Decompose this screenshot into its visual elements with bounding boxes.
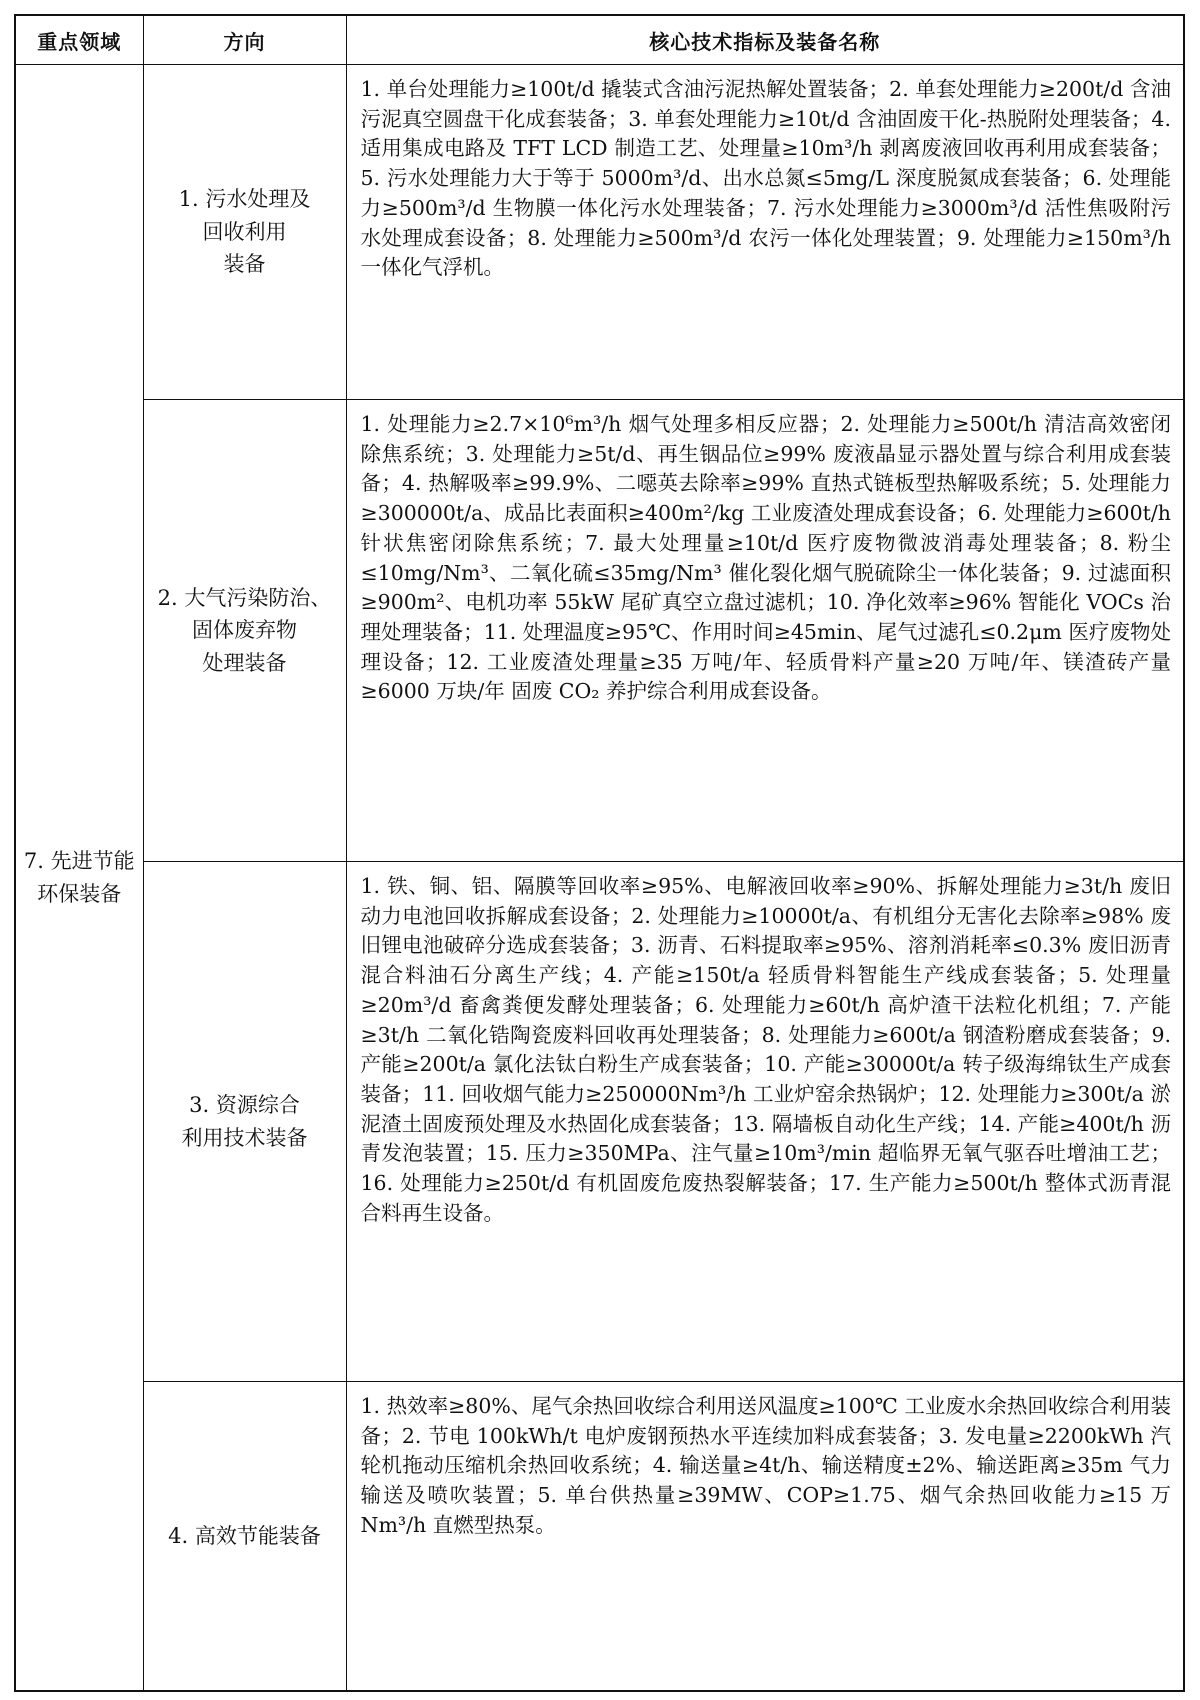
equipment-spec-table bbox=[14, 14, 1185, 1692]
table-row bbox=[15, 862, 1184, 1382]
direction-cell: 1. 污水处理及 回收利用 装备 bbox=[143, 65, 346, 400]
domain-label: 7. 先进节能环保装备 bbox=[23, 848, 135, 906]
header-core-indicators: 核心技术指标及装备名称 bbox=[346, 15, 1184, 65]
content-text: 1. 单台处理能力≥100t/d 撬装式含油污泥热解处置装备；2. 单套处理能力≥200t/d 含油污泥真空圆盘干化成套装备；3. 单套处理能力≥10t/d 含油固废干化-热脱附处理装备；4. 适用集成电路及 TFT LCD 制造工艺、处理量≥10m³/h 剥离废液回收再利用成套装备；5. 污水处理能力大于等于 5000m³/d、出水总氮≤5mg/L 深度脱氮成套装备；6. 处理能力≥500m³/d 生物膜一体化污水处理装备；7. 污水处理能力≥3000m³/d 活性焦吸附污水处理成套设备；8. 处理能力≥500m³/d 农污一体化处理装置；9. 处理能力≥150m³/h 一体化气浮机。 bbox=[360, 77, 1171, 280]
content-text: 1. 热效率≥80%、尾气余热回收综合利用送风温度≥100℃ 工业废水余热回收综合利用装备；2. 节电 100kWh/t 电炉废钢预热水平连续加料成套装备；3. 发电量≥2200kWh 汽轮机拖动压缩机余热回收系统；4. 输送量≥4t/h、输送精度±2%、输送距离≥35m 气力输送及喷吹装置；5. 单台供热量≥39MW、COP≥1.75、烟气余热回收能力≥15 万 Nm³/h 直燃型热泵。 bbox=[360, 1394, 1171, 1537]
direction-cell: 3. 资源综合 利用技术装备 bbox=[143, 862, 346, 1382]
direction-cell: 2. 大气污染防治、 固体废弃物 处理装备 bbox=[143, 400, 346, 862]
table-row bbox=[15, 400, 1184, 862]
table-row bbox=[15, 65, 1184, 400]
table-row bbox=[15, 1382, 1184, 1692]
content-cell bbox=[346, 400, 1184, 862]
domain-cell bbox=[15, 65, 143, 1692]
content-cell bbox=[346, 1382, 1184, 1692]
content-cell bbox=[346, 65, 1184, 400]
direction-cell: 4. 高效节能装备 bbox=[143, 1382, 346, 1692]
header-key-domain: 重点领域 bbox=[15, 15, 143, 65]
table-header-row bbox=[15, 15, 1184, 65]
header-direction: 方向 bbox=[143, 15, 346, 65]
content-cell bbox=[346, 862, 1184, 1382]
content-text: 1. 铁、铜、铝、隔膜等回收率≥95%、电解液回收率≥90%、拆解处理能力≥3t/h 废旧动力电池回收拆解成套设备；2. 处理能力≥10000t/a、有机组分无害化去除率≥98% 废旧锂电池破碎分选成套装备；3. 沥青、石料提取率≥95%、溶剂消耗率≤0.3% 废旧沥青混合料油石分离生产线；4. 产能≥150t/a 轻质骨料智能生产线成套装备；5. 处理量≥20m³/d 畜禽粪便发酵处理装备；6. 处理能力≥60t/h 高炉渣干法粒化机组；7. 产能≥3t/h 二氧化锆陶瓷废料回收再处理装备；8. 处理能力≥600t/a 钢渣粉磨成套装备；9. 产能≥200t/a 氯化法钛白粉生产成套装备；10. 产能≥30000t/a 转子级海绵钛生产成套装备；11. 回收烟气能力≥250000Nm³/h 工业炉窑余热锅炉；12. 处理能力≥300t/a 淤泥渣土固废预处理及水热固化成套装备；13. 隔墙板自动化生产线；14. 产能≥400t/h 沥青发泡装置；15. 压力≥350MPa、注气量≥10m³/min 超临界无氧气驱吞吐增油工艺；16. 处理能力≥250t/d 有机固废危废热裂解装备；17. 生产能力≥500t/h 整体式沥青混合料再生设备。 bbox=[360, 874, 1171, 1225]
content-text: 1. 处理能力≥2.7×10⁶m³/h 烟气处理多相反应器；2. 处理能力≥500t/h 清洁高效密闭除焦系统；3. 处理能力≥5t/d、再生铟品位≥99% 废液晶显示器处置与综合利用成套装备；4. 热解吸率≥99.9%、二噁英去除率≥99% 直热式链板型热解吸系统；5. 处理能力≥300000t/a、成品比表面积≥400m²/kg 工业废渣处理成套设备；6. 处理能力≥600t/h 针状焦密闭除焦系统；7. 最大处理量≥10t/d 医疗废物微波消毒处理装备；8. 粉尘≤10mg/Nm³、二氧化硫≤35mg/Nm³ 催化裂化烟气脱硫除尘一体化装备；9. 过滤面积≥900m²、电机功率 55kW 尾矿真空立盘过滤机；10. 净化效率≥96% 智能化 VOCs 治理处理装备；11. 处理温度≥95℃、作用时间≥45min、尾气过滤孔≤0.2μm 医疗废物处理设备；12. 工业废渣处理量≥35 万吨/年、轻质骨料产量≥20 万吨/年、镁渣砖产量≥6000 万块/年 固废 CO₂ 养护综合利用成套设备。 bbox=[360, 412, 1171, 704]
